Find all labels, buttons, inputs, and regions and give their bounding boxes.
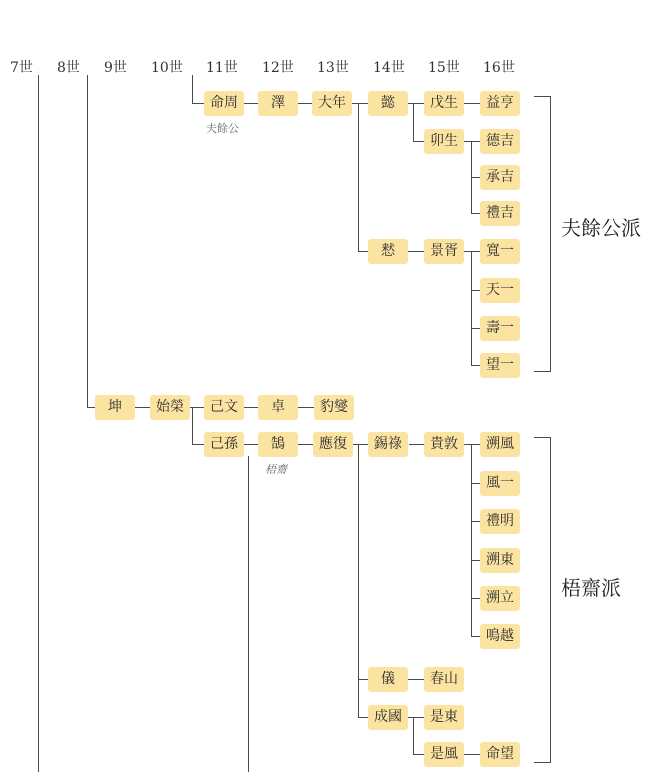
person-node[interactable]: 鳴越 [480,624,520,649]
person-node[interactable]: 溯風 [480,432,520,457]
generation-label-14: 14世 [373,60,405,76]
person-node[interactable]: 壽一 [480,316,520,341]
person-node[interactable]: 益亨 [480,91,520,116]
person-node[interactable]: 溯立 [480,586,520,611]
person-node[interactable]: 禮吉 [480,201,520,226]
person-node[interactable]: 命望 [480,742,520,767]
person-node[interactable]: 卓 [258,395,298,420]
person-node[interactable]: 己文 [204,395,244,420]
person-node[interactable]: 己孫 [204,432,244,457]
person-node[interactable]: 鵠 [258,432,298,457]
person-node[interactable]: 是風 [424,742,464,767]
person-node[interactable]: 慭 [368,239,408,264]
person-node[interactable]: 德吉 [480,129,520,154]
generation-label-12: 12世 [262,60,294,76]
person-note: 梧齋 [265,463,287,476]
person-node[interactable]: 景胥 [424,239,464,264]
person-node[interactable]: 命周 [204,91,244,116]
person-node[interactable]: 溯東 [480,548,520,573]
person-node[interactable]: 禮明 [480,509,520,534]
generation-label-8: 8世 [57,60,80,76]
person-node[interactable]: 春山 [424,667,464,692]
generation-label-11: 11世 [206,60,238,76]
person-node[interactable]: 坤 [95,395,135,420]
person-node[interactable]: 戊生 [424,91,464,116]
person-node[interactable]: 大年 [312,91,352,116]
branch-label-fuyo: 夫餘公派 [561,216,641,240]
generation-label-15: 15世 [428,60,460,76]
person-node[interactable]: 承吉 [480,165,520,190]
generation-label-16: 16世 [483,60,515,76]
person-node[interactable]: 貴敦 [424,432,464,457]
generation-label-10: 10世 [151,60,183,76]
person-node[interactable]: 卯生 [424,129,464,154]
person-node[interactable]: 望一 [480,353,520,378]
person-node[interactable]: 是東 [424,705,464,730]
generation-label-13: 13世 [317,60,349,76]
person-node[interactable]: 懿 [368,91,408,116]
person-node[interactable]: 風一 [480,471,520,496]
generation-label-9: 9世 [104,60,127,76]
generation-label-7: 7世 [10,60,33,76]
person-node[interactable]: 應復 [313,432,353,457]
person-node[interactable]: 錫祿 [368,432,408,457]
person-node[interactable]: 始榮 [150,395,190,420]
person-node[interactable]: 儀 [368,667,408,692]
person-node[interactable]: 成國 [368,705,408,730]
branch-label-ose: 梧齋派 [561,576,621,600]
person-note: 夫餘公 [206,122,239,135]
person-node[interactable]: 豹燮 [314,395,354,420]
person-node[interactable]: 天一 [480,278,520,303]
person-node[interactable]: 寬一 [480,239,520,264]
person-node[interactable]: 澤 [258,91,298,116]
